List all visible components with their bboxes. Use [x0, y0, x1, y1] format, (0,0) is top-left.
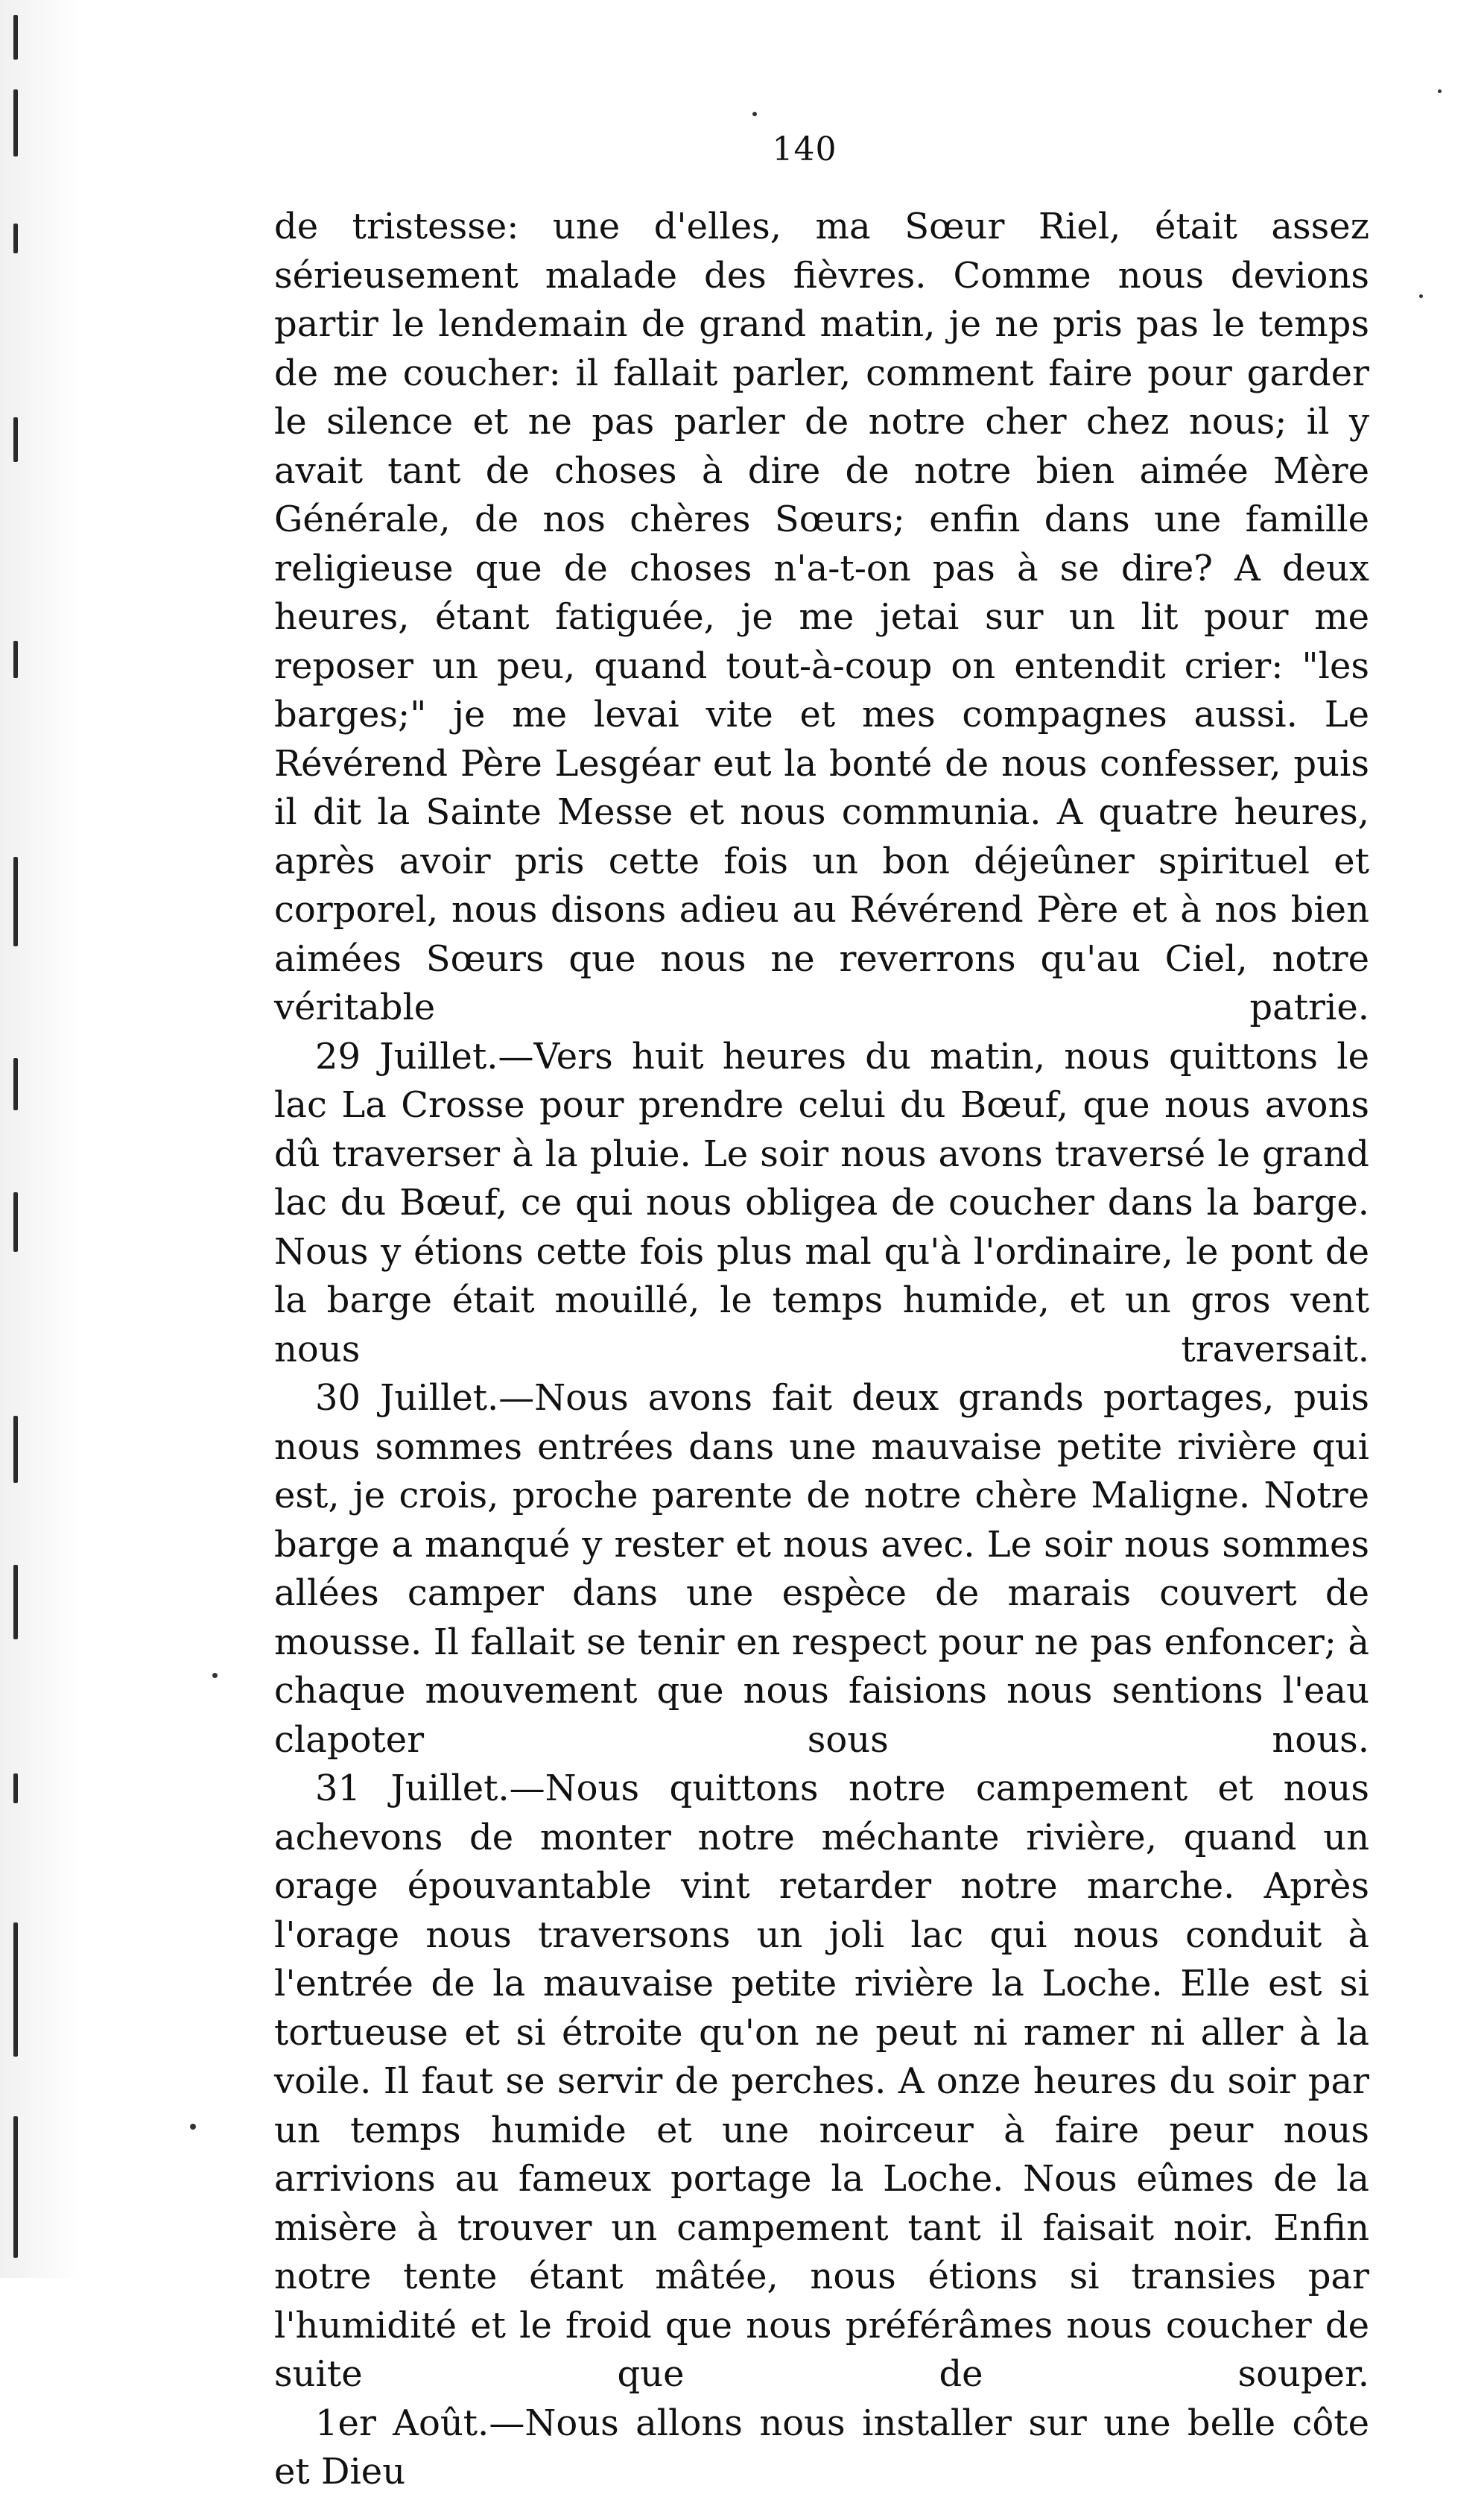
paragraph: 30 Juillet.—Nous avons fait deux grands portages, puis nous sommes entrées dans une mauvaise petite rivière qui est, je crois, proche parente de notre chère Maligne. Notre barge a manqué y rester et nous avec. Le soir nous sommes allées camper dans une espèce de marais couvert de mousse. Il fallait se tenir en respect pour ne pas enfoncer; à chaque mouvement que nous faisions nous sentions l'eau clapoter sous nous.	[274, 1377, 1369, 1761]
page-number: 140	[772, 130, 837, 168]
edge-mark	[13, 1922, 18, 2057]
edge-mark	[13, 1773, 18, 1803]
paragraph: 29 Juillet.—Vers huit heures du matin, nous quittons le lac La Crosse pour prendre celui du Bœuf, que nous avons dû traverser à la pluie. Le soir nous avons traversé le grand lac du Bœuf, ce qui nous obligea de coucher dans la barge. Nous y étions cette fois plus mal qu'à l'ordinaire, le pont de la barge était mouillé, le temps humide, et un gros vent nous traversait.	[274, 1035, 1369, 1370]
edge-mark	[13, 15, 18, 60]
edge-mark	[13, 1565, 18, 1639]
edge-mark	[13, 1058, 18, 1110]
edge-mark	[13, 641, 18, 678]
edge-mark	[13, 857, 18, 946]
edge-mark	[13, 89, 18, 156]
edge-mark	[13, 2116, 18, 2258]
ink-speck	[1419, 294, 1423, 298]
body-text	[274, 203, 1369, 2497]
ink-speck	[190, 2124, 196, 2130]
ink-speck	[1438, 89, 1442, 93]
edge-mark	[13, 417, 18, 462]
ink-speck	[752, 112, 757, 116]
paragraph: de tristesse: une d'elles, ma Sœur Riel, était assez sérieusement malade des fièvres. Comme nous devions partir le lendemain de grand matin, je ne pris pas le temps de me coucher: il fallait parler, comment faire pour garder le silence et ne pas parler de notre cher chez nous; il y avait tant de choses à dire de notre bien aimée Mère Générale, de nos chères Sœurs; enfin dans une famille religieuse que de choses n'a-t-on pas à se dire? A deux heures, étant fatiguée, je me jetai sur un lit pour me reposer un peu, quand tout-à-coup on entendit crier: "les barges;" je me levai vite et mes compagnes aussi. Le Révérend Père Lesgéar eut la bonté de nous confesser, puis il dit la Sainte Messe et nous communia. A quatre heures, après avoir pris cette fois un bon déjeûner spirituel et corporel, nous disons adieu au Révérend Père et à nos bien aimées Sœurs que nous ne reverrons qu'au Ciel, notre véritable patrie.	[274, 206, 1369, 1028]
paragraph: 31 Juillet.—Nous quittons notre campement et nous achevons de monter notre méchante rivière, quand un orage épouvantable vint retarder notre marche. Après l'orage nous traversons un joli lac qui nous conduit à l'entrée de la mauvaise petite rivière la Loche. Elle est si tortueuse et si étroite qu'on ne peut ni ramer ni aller à la voile. Il faut se servir de perches. A onze heures du soir par un temps humide et une noirceur à faire peur nous arrivions au fameux portage la Loche. Nous eûmes de la misère à trouver un campement tant il faisait noir. Enfin notre tente étant mâtée, nous étions si transies par l'humidité et le froid que nous préférâmes nous coucher de suite que de souper.	[274, 1767, 1369, 2395]
edge-mark	[13, 1416, 18, 1483]
ink-speck	[212, 1673, 218, 1678]
edge-mark	[13, 1192, 18, 1252]
scan-edge-shadow	[0, 0, 82, 2278]
paragraph: 1er Août.—Nous allons nous installer sur une belle côte et Dieu	[274, 2402, 1369, 2493]
edge-mark	[13, 224, 18, 253]
